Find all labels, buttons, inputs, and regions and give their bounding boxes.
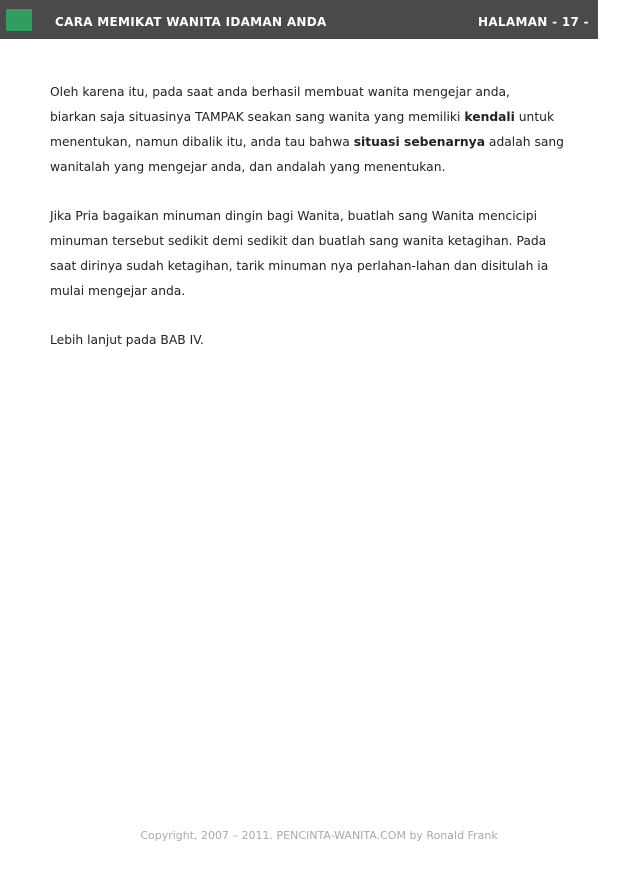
text-line: saat dirinya sudah ketagihan, tarik minuman nya perlahan-lahan dan disitulah ia <box>50 259 549 273</box>
text-line: Oleh karena itu, pada saat anda berhasil membuat wanita mengejar anda, <box>50 85 510 99</box>
text-line: Jika Pria bagaikan minuman dingin bagi Wanita, buatlah sang Wanita mencicipi <box>50 209 538 223</box>
text-line <box>50 130 605 155</box>
text-span: biarkan saja situasinya TAMPAK seakan sang wanita yang memiliki <box>50 110 465 124</box>
text-line: wanitalah yang mengejar anda, dan andalah yang menentukan. <box>50 160 446 174</box>
text-line: minuman tersebut sedikit demi sedikit dan buatlah sang wanita ketagihan. Pada <box>50 234 547 248</box>
header-accent-square <box>6 9 32 31</box>
document-title: CARA MEMIKAT WANITA IDAMAN ANDA <box>55 15 327 29</box>
text-line: mulai mengejar anda. <box>50 284 186 298</box>
copyright-text: Copyright, 2007 – 2011. PENCINTA-WANITA.COM by Ronald Frank <box>140 829 498 842</box>
page-content <box>50 80 605 377</box>
bold-text-situasi: situasi sebenarnya <box>353 135 485 149</box>
paragraph-2 <box>50 204 605 304</box>
text-span: adalah sang <box>485 135 564 149</box>
page-number: HALAMAN - 17 - <box>478 15 589 29</box>
page-header <box>0 0 598 39</box>
paragraph-1 <box>50 80 605 180</box>
bold-text-kendali: kendali <box>464 110 515 124</box>
text-line <box>50 105 605 130</box>
paragraph-3 <box>50 328 605 353</box>
page-footer <box>0 829 638 842</box>
text-span: untuk <box>514 110 555 124</box>
text-span: menentukan, namun dibalik itu, anda tau bahwa <box>50 135 354 149</box>
text-line: Lebih lanjut pada BAB IV. <box>50 333 204 347</box>
